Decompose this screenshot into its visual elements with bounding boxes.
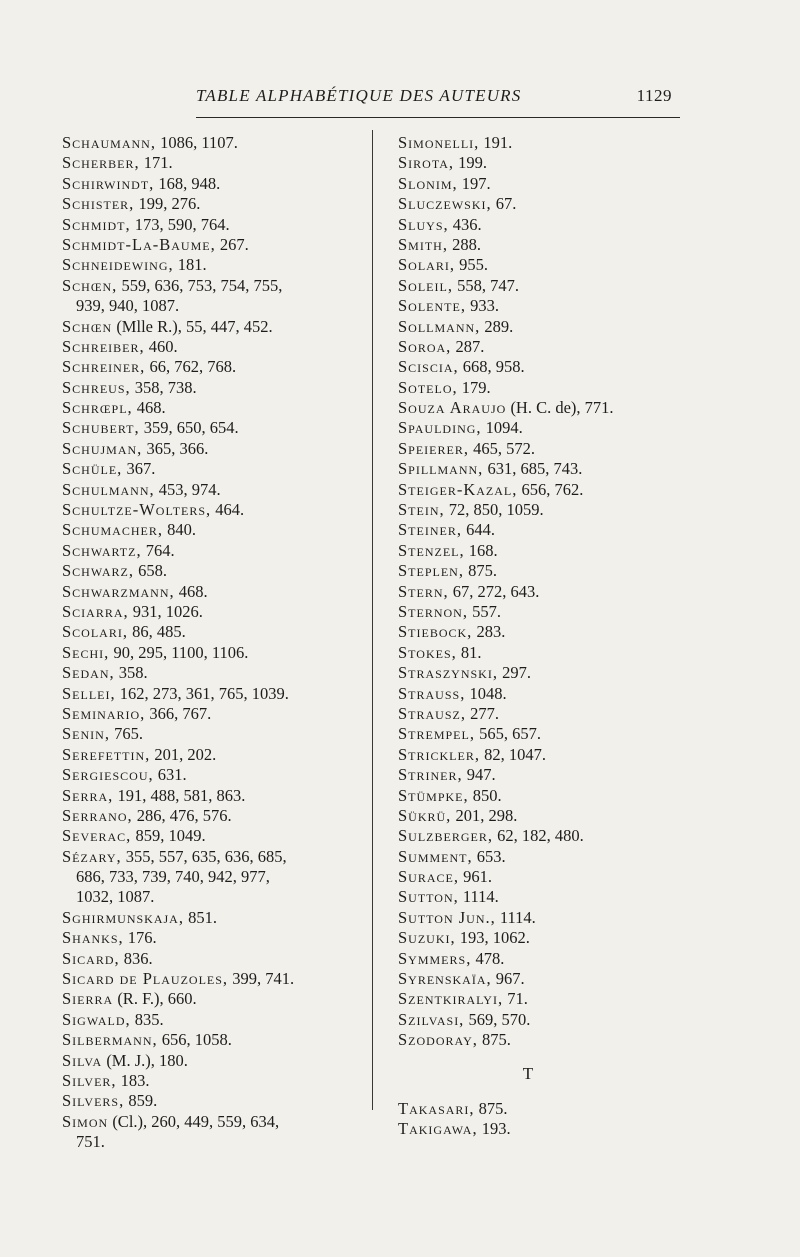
- page-references: 277.: [470, 703, 499, 723]
- left-column: [62, 133, 362, 1153]
- index-entry: [62, 847, 362, 867]
- author-name: Schujman,: [62, 438, 143, 458]
- author-name: Soleil,: [398, 275, 453, 295]
- page-references: 851.: [188, 907, 217, 927]
- page-references: 835.: [134, 1009, 164, 1029]
- index-entry: [398, 745, 698, 765]
- index-entry: [398, 235, 698, 255]
- page-references: 468.: [136, 398, 166, 418]
- page-references: 168, 948.: [158, 173, 221, 193]
- page-references: 193.: [481, 1118, 511, 1138]
- page-references: 81.: [460, 642, 482, 662]
- author-name: Suzuki,: [398, 928, 456, 948]
- author-name: Speierer,: [398, 438, 469, 458]
- author-name: Symmers,: [398, 948, 472, 968]
- index-entry: [62, 582, 362, 602]
- author-name: Sternon,: [398, 601, 468, 621]
- page-references: 289.: [484, 316, 514, 336]
- author-name: Stern,: [398, 581, 449, 601]
- page-references: 399, 741.: [232, 969, 295, 989]
- index-entry: [398, 276, 698, 296]
- index-entry: [398, 520, 698, 540]
- author-name: Steiger-Kazal,: [398, 479, 518, 499]
- page-references: 199.: [458, 153, 488, 173]
- author-name: Schultze-Wolters,: [62, 500, 212, 520]
- page-references: 168.: [468, 540, 498, 560]
- index-entry: [62, 786, 362, 806]
- page-references: 179.: [461, 377, 491, 397]
- index-entry: [398, 908, 698, 928]
- page-references: 90, 295, 1100, 1106.: [113, 642, 249, 662]
- page-references: 656, 762.: [521, 479, 584, 499]
- author-name: Sollmann,: [398, 316, 481, 336]
- author-name: Silver,: [62, 1070, 117, 1090]
- author-name: Schumacher,: [62, 520, 163, 540]
- index-entry: [398, 887, 698, 907]
- page-references: 193, 1062.: [459, 928, 530, 948]
- index-entry: [398, 928, 698, 948]
- index-entry: [398, 398, 698, 418]
- page-references: 288.: [452, 234, 481, 254]
- page-references: 1086, 1107.: [160, 133, 238, 152]
- page-references: 86, 485.: [132, 622, 186, 642]
- author-name: Summent,: [398, 846, 473, 866]
- author-name: Schreus,: [62, 377, 131, 397]
- index-entry: [398, 255, 698, 275]
- page-references: 465, 572.: [473, 438, 535, 458]
- index-entry: [62, 133, 362, 153]
- author-name: Silbermann,: [62, 1030, 158, 1050]
- index-entry: [398, 704, 698, 724]
- author-name: Strausz,: [398, 703, 466, 723]
- page-header: [196, 86, 680, 112]
- author-name: Schreiber,: [62, 336, 145, 356]
- index-entry: [62, 724, 362, 744]
- index-entry: [62, 1030, 362, 1050]
- author-name: Szodoray,: [398, 1030, 478, 1050]
- author-name: Soroa,: [398, 336, 452, 356]
- page-number: 1129: [636, 86, 672, 105]
- author-name: Sellei,: [62, 683, 116, 703]
- index-entry: [62, 643, 362, 663]
- page-references: (M. J.), 180.: [106, 1050, 188, 1070]
- page-references: 67, 272, 643.: [452, 581, 540, 601]
- header-rule: [196, 117, 680, 118]
- index-entry: [62, 622, 362, 642]
- index-entry: [398, 378, 698, 398]
- index-entry: [398, 500, 698, 520]
- index-entry: [62, 867, 362, 887]
- page-references: 1032, 1087.: [76, 887, 155, 907]
- author-name: Sierra: [62, 989, 114, 1009]
- page-references: 183.: [120, 1070, 150, 1090]
- author-name: Sergiescou,: [62, 765, 154, 785]
- author-name: Shanks,: [62, 928, 124, 948]
- page-references: 286, 476, 576.: [136, 805, 232, 825]
- author-name: Steiner,: [398, 520, 462, 540]
- index-entry: [398, 724, 698, 744]
- index-entry: [62, 357, 362, 377]
- index-entry: [398, 357, 698, 377]
- index-entry: [62, 765, 362, 785]
- author-name: Sirota,: [398, 153, 455, 173]
- index-entry: [62, 1010, 362, 1030]
- index-entry: [398, 439, 698, 459]
- author-name: Sciscia,: [398, 357, 459, 377]
- index-entry: [62, 949, 362, 969]
- author-name: Severac,: [62, 826, 132, 846]
- index-entry: [398, 133, 698, 153]
- author-name: Sutton Jun.,: [398, 907, 496, 927]
- index-entry: [62, 928, 362, 948]
- page-references: 358.: [118, 663, 148, 683]
- index-entry: [398, 969, 698, 989]
- page-references: 82, 1047.: [484, 744, 546, 764]
- page-references: 875.: [468, 561, 497, 581]
- author-name: Strickler,: [398, 744, 480, 764]
- page-references: 199, 276.: [138, 194, 201, 214]
- author-name: Strauss,: [398, 683, 466, 703]
- index-entry: [398, 561, 698, 581]
- author-name: Simon: [62, 1111, 109, 1131]
- author-name: Scolari,: [62, 622, 128, 642]
- author-name: Sükrü,: [398, 805, 452, 825]
- index-entry: [398, 296, 698, 316]
- author-name: Scherber,: [62, 153, 140, 173]
- page-references: 751.: [76, 1132, 105, 1152]
- author-name: Serra,: [62, 785, 114, 805]
- author-name: Spaulding,: [398, 418, 482, 438]
- index-entry: [62, 255, 362, 275]
- page-references: 668, 958.: [462, 357, 525, 377]
- author-name: Serefettin,: [62, 744, 151, 764]
- author-name: Szentkiralyi,: [398, 989, 504, 1009]
- page-references: (Cl.), 260, 449, 559, 634,: [112, 1111, 280, 1131]
- page-references: 71.: [507, 989, 528, 1009]
- page-references: 366, 767.: [149, 703, 212, 723]
- index-entry: [62, 153, 362, 173]
- author-name: Schulmann,: [62, 479, 155, 499]
- author-name: Schister,: [62, 194, 135, 214]
- author-name: Schmidt-La-Baume,: [62, 234, 216, 254]
- author-name: Strempel,: [398, 724, 475, 744]
- index-entry: [398, 643, 698, 663]
- index-entry: [62, 1071, 362, 1091]
- index-entry: [398, 663, 698, 683]
- author-name: Stiebock,: [398, 622, 473, 642]
- page-references: 967.: [495, 969, 525, 989]
- right-column-t-entries: [398, 1099, 698, 1140]
- page-references: 297.: [502, 663, 531, 683]
- page-references: 436.: [452, 214, 482, 234]
- page-references: 559, 636, 753, 754, 755,: [121, 275, 283, 295]
- author-name: Stümpke,: [398, 785, 469, 805]
- page-references: 197.: [461, 173, 491, 193]
- index-entry: [398, 826, 698, 846]
- index-entry: [62, 194, 362, 214]
- page-references: 947.: [466, 765, 496, 785]
- author-name: Solari,: [398, 255, 455, 275]
- author-name: Schwarzmann,: [62, 581, 175, 601]
- page-references: 961.: [463, 867, 492, 887]
- index-entry: [398, 480, 698, 500]
- index-entry: [398, 989, 698, 1009]
- author-name: Simonelli,: [398, 133, 480, 152]
- index-entry: [62, 704, 362, 724]
- page-references: 850.: [472, 785, 502, 805]
- index-entry: [62, 826, 362, 846]
- page-references: (R. F.), 660.: [117, 989, 197, 1009]
- page-references: 1048.: [469, 683, 507, 703]
- page-references: 1114.: [499, 907, 536, 927]
- index-entry: [398, 1099, 698, 1119]
- author-name: Schœn: [62, 316, 113, 336]
- index-entry: [62, 1112, 362, 1132]
- right-column-s-entries: [398, 133, 698, 1051]
- index-entry: [62, 663, 362, 683]
- page-references: 191.: [483, 133, 513, 152]
- page-references: 653.: [476, 846, 506, 866]
- author-name: Schwarz,: [62, 561, 134, 581]
- page-references: 191, 488, 581, 863.: [117, 785, 246, 805]
- index-entry: [62, 602, 362, 622]
- running-title: TABLE ALPHABÉTIQUE DES AUTEURS: [196, 86, 522, 105]
- page-references: 1094.: [485, 418, 523, 438]
- page-references: 764.: [145, 540, 175, 560]
- author-name: Sluczewski,: [398, 194, 492, 214]
- index-entry: [62, 806, 362, 826]
- index-entry: [62, 1132, 362, 1152]
- index-entry: [398, 418, 698, 438]
- author-name: Takasari,: [398, 1098, 475, 1118]
- index-entry: [62, 418, 362, 438]
- index-entry: [398, 1119, 698, 1139]
- index-entry: [62, 480, 362, 500]
- author-name: Sigwald,: [62, 1009, 131, 1029]
- page-references: 686, 733, 739, 740, 942, 977,: [76, 867, 270, 887]
- page-references: 939, 940, 1087.: [76, 296, 180, 316]
- page-references: 765.: [114, 724, 143, 744]
- page-references: 631, 685, 743.: [487, 459, 583, 479]
- page-references: 955.: [459, 255, 488, 275]
- author-name: Schmidt,: [62, 214, 131, 234]
- page-references: 162, 273, 361, 765, 1039.: [119, 683, 289, 703]
- right-column: [398, 133, 698, 1139]
- index-entry: [62, 235, 362, 255]
- page-references: 66, 762, 768.: [149, 357, 237, 377]
- index-entry: [62, 276, 362, 296]
- index-entry: [398, 622, 698, 642]
- author-name: Szilvasi,: [398, 1009, 465, 1029]
- index-entry: [62, 989, 362, 1009]
- page-references: 464.: [215, 500, 245, 520]
- author-name: Schreiner,: [62, 357, 146, 377]
- author-name: Silvers,: [62, 1091, 125, 1111]
- index-entry: [62, 887, 362, 907]
- author-name: Sicard de Plauzoles,: [62, 969, 229, 989]
- author-name: Seminario,: [62, 703, 146, 723]
- index-entry: [62, 398, 362, 418]
- index-entry: [398, 582, 698, 602]
- index-entry: [398, 1010, 698, 1030]
- index-entry: [398, 949, 698, 969]
- page-references: 875.: [478, 1098, 508, 1118]
- page-references: 859, 1049.: [135, 826, 206, 846]
- author-name: Sciarra,: [62, 601, 129, 621]
- author-name: Slonim,: [398, 173, 458, 193]
- index-entry: [62, 684, 362, 704]
- author-name: Souza Araujo: [398, 398, 507, 418]
- index-entry: [62, 520, 362, 540]
- page-references: 365, 366.: [146, 438, 209, 458]
- index-entry: [62, 1051, 362, 1071]
- author-name: Schüle,: [62, 459, 123, 479]
- index-entry: [398, 847, 698, 867]
- index-entry: [398, 541, 698, 561]
- page-references: 62, 182, 480.: [497, 826, 584, 846]
- index-entry: [62, 439, 362, 459]
- page-references: 558, 747.: [457, 275, 519, 295]
- index-entry: [62, 969, 362, 989]
- index-entry: [398, 765, 698, 785]
- page-references: 931, 1026.: [132, 601, 203, 621]
- index-entry: [398, 1030, 698, 1050]
- index-entry: [62, 1091, 362, 1111]
- index-entry: [62, 908, 362, 928]
- page-references: 283.: [476, 622, 506, 642]
- index-entry: [398, 174, 698, 194]
- author-name: Stenzel,: [398, 540, 465, 560]
- author-name: Schwartz,: [62, 540, 142, 560]
- author-name: Sghirmunskaja,: [62, 907, 184, 927]
- page-references: 453, 974.: [158, 479, 221, 499]
- author-name: Schrœpl,: [62, 398, 133, 418]
- page-references: 460.: [148, 336, 178, 356]
- page-references: 840.: [167, 520, 196, 540]
- author-name: Schubert,: [62, 418, 140, 438]
- author-name: Spillmann,: [398, 459, 484, 479]
- author-name: Smith,: [398, 234, 448, 254]
- index-entry: [398, 194, 698, 214]
- page-references: 67.: [495, 194, 517, 214]
- page-references: 287.: [455, 336, 485, 356]
- page-references: 171.: [143, 153, 173, 173]
- index-entry: [398, 602, 698, 622]
- index-entry: [62, 317, 362, 337]
- page-references: (Mlle R.), 55, 447, 452.: [116, 316, 273, 336]
- index-entry: [62, 541, 362, 561]
- page-references: (H. C. de), 771.: [510, 398, 614, 418]
- author-name: Sluys,: [398, 214, 449, 234]
- author-name: Sotelo,: [398, 377, 458, 397]
- page-references: 644.: [466, 520, 495, 540]
- page-references: 565, 657.: [479, 724, 541, 744]
- page-references: 1114.: [462, 887, 499, 907]
- index-entry: [398, 317, 698, 337]
- page-references: 173, 590, 764.: [134, 214, 230, 234]
- page-references: 933.: [470, 296, 499, 316]
- page-references: 367.: [126, 459, 156, 479]
- page-references: 176.: [127, 928, 157, 948]
- author-name: Takigawa,: [398, 1118, 478, 1138]
- index-entry: [398, 867, 698, 887]
- author-name: Sutton,: [398, 887, 459, 907]
- page-references: 478.: [475, 948, 505, 968]
- page-references: 557.: [472, 601, 501, 621]
- index-entry: [398, 215, 698, 235]
- index-entry: [398, 806, 698, 826]
- index-entry: [62, 174, 362, 194]
- author-name: Solente,: [398, 296, 466, 316]
- page-references: 267.: [219, 234, 249, 254]
- author-name: Sulzberger,: [398, 826, 493, 846]
- author-name: Schirwindt,: [62, 173, 155, 193]
- author-name: Sézary,: [62, 846, 122, 866]
- index-entry: [62, 745, 362, 765]
- index-entry: [398, 459, 698, 479]
- author-name: Sechi,: [62, 642, 110, 662]
- index-entry: [62, 296, 362, 316]
- page-references: 72, 850, 1059.: [448, 500, 544, 520]
- index-entry: [62, 215, 362, 235]
- author-name: Silva: [62, 1050, 103, 1070]
- author-name: Steplen,: [398, 561, 464, 581]
- author-name: Surace,: [398, 867, 459, 887]
- index-entry: [62, 378, 362, 398]
- author-name: Serrano,: [62, 805, 133, 825]
- index-entry: [398, 684, 698, 704]
- page-references: 468.: [178, 581, 208, 601]
- page-references: 569, 570.: [468, 1009, 531, 1029]
- index-entry: [62, 337, 362, 357]
- page-references: 201, 298.: [455, 805, 518, 825]
- index-entry: [398, 786, 698, 806]
- author-name: Stein,: [398, 500, 445, 520]
- author-name: Schaumann,: [62, 133, 156, 152]
- page-references: 836.: [123, 948, 153, 968]
- page-references: 201, 202.: [154, 744, 217, 764]
- page-references: 355, 557, 635, 636, 685,: [125, 846, 287, 866]
- page-references: 631.: [157, 765, 187, 785]
- author-name: Syrenskaïa,: [398, 969, 492, 989]
- author-name: Straszynski,: [398, 663, 498, 683]
- page-references: 358, 738.: [134, 377, 197, 397]
- index-entry: [398, 153, 698, 173]
- column-divider: [372, 130, 373, 1110]
- page-references: 875.: [482, 1030, 511, 1050]
- author-name: Sicard,: [62, 948, 120, 968]
- page-references: 181.: [177, 255, 207, 275]
- page-references: 359, 650, 654.: [143, 418, 239, 438]
- author-name: Striner,: [398, 765, 463, 785]
- index-entry: [62, 561, 362, 581]
- index-entry: [62, 500, 362, 520]
- page-references: 656, 1058.: [161, 1030, 232, 1050]
- author-name: Schœn,: [62, 275, 118, 295]
- author-name: Senin,: [62, 724, 110, 744]
- author-name: Schneidewing,: [62, 255, 174, 275]
- page-references: 658.: [138, 561, 167, 581]
- page-references: 859.: [128, 1091, 158, 1111]
- author-name: Sedan,: [62, 663, 115, 683]
- section-letter: T: [522, 1063, 534, 1083]
- index-entry: [398, 337, 698, 357]
- author-name: Stokes,: [398, 642, 457, 662]
- index-entry: [62, 459, 362, 479]
